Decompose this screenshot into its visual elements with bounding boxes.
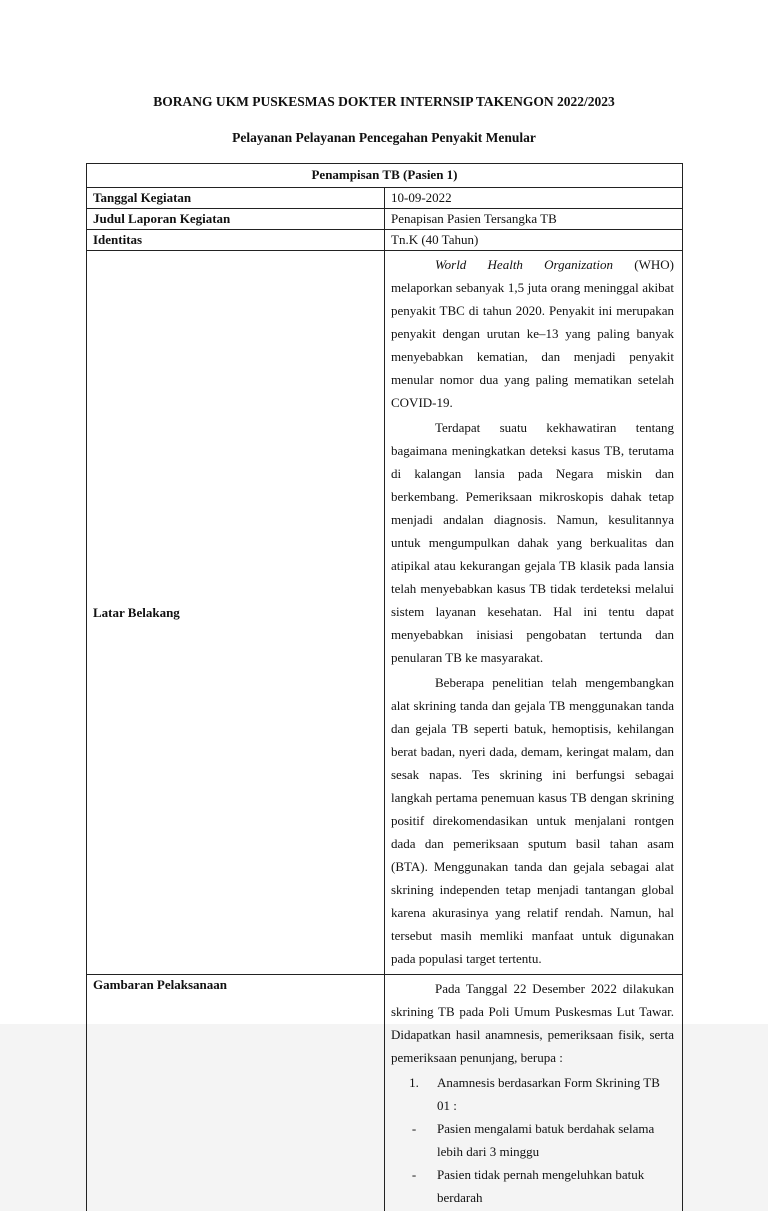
- latar-paragraph-1: [391, 253, 674, 414]
- latar-p1-text: (WHO) melaporkan sebanyak 1,5 juta orang meninggal akibat penyakit TBC di tahun 2020. Penyakit ini merupakan penyakit dengan urutan ke–13 yang paling banyak menyebabkan kematian, dan menjadi penyakit menular nomor dua yang paling mematikan setelah COVID-19.: [391, 257, 674, 410]
- list-marker: 1.: [391, 1071, 437, 1117]
- latar-paragraph-3: Beberapa penelitian telah mengembangkan alat skrining tanda dan gejala TB menggunakan tanda dan gejala TB seperti batuk, hemoptisis, kehilangan berat badan, nyeri dada, demam, keringat malam, dan sesak napas. Tes skrining ini berfungsi sebagai langkah pertama penemuan kasus TB dengan skrining positif direkomendasikan untuk menjalani rontgen dada dan pemeriksaan sputum basil tahan asam (BTA). Menggunakan tanda dan gejala sebagai alat skrining independen tetap menjadi tantangan global karena akurasinya yang relatif rendah. Namun, hal tersebut masih memliki manfaat untuk digunakan pada populasi target tertentu.: [391, 671, 674, 970]
- latar-paragraph-2: Terdapat suatu kekhawatiran tentang bagaimana meningkatkan deteksi kasus TB, terutama di kalangan lansia pada Negara miskin dan berkembang. Pemeriksaan mikroskopis dahak tetap menjadi andalan diagnosis. Namun, kesulitannya untuk mengumpulkan dahak yang berkualitas dan atipikal atau kekurangan gejala TB klasik pada lansia telah menyebabkan kasus TB tidak terdeteksi melalui sistem layanan kesehatan. Hal ini tentu dapat menyebabkan inisiasi pengobatan tertunda dan penularan TB ke masyarakat.: [391, 416, 674, 669]
- row-label-judul: Judul Laporan Kegiatan: [87, 209, 385, 230]
- table-header: Penampisan TB (Pasien 1): [87, 164, 683, 188]
- row-value-identitas: Tn.K (40 Tahun): [385, 230, 683, 251]
- document-subtitle: Pelayanan Pelayanan Pencegahan Penyakit Menular: [0, 130, 768, 146]
- list-item-text: Pasien tidak pernah mengeluhkan batuk berdarah: [437, 1163, 674, 1209]
- list-item: [391, 1071, 674, 1117]
- row-label-gambaran: Gambaran Pelaksanaan: [87, 975, 385, 1211]
- list-marker: -: [391, 1117, 437, 1163]
- table-row: [87, 230, 683, 251]
- row-value-tanggal: 10-09-2022: [385, 188, 683, 209]
- row-value-judul: Penapisan Pasien Tersangka TB: [385, 209, 683, 230]
- table-row: [87, 209, 683, 230]
- row-label-identitas: Identitas: [87, 230, 385, 251]
- who-italic: World Health Organization: [435, 257, 613, 272]
- gambaran-intro: Pada Tanggal 22 Desember 2022 dilakukan skrining TB pada Poli Umum Puskesmas Lut Tawar. Didapatkan hasil anamnesis, pemeriksaan fisik, serta pemeriksaan penunjang, berupa :: [391, 977, 674, 1069]
- table-row-gambaran: [87, 975, 683, 1211]
- row-value-gambaran: [385, 975, 683, 1211]
- table-row-latar: [87, 251, 683, 975]
- row-value-latar: [385, 251, 683, 975]
- list-item: [391, 1163, 674, 1209]
- table-row: [87, 188, 683, 209]
- document-title: BORANG UKM PUSKESMAS DOKTER INTERNSIP TAKENGON 2022/2023: [0, 94, 768, 110]
- list-marker: -: [391, 1163, 437, 1209]
- activity-form-table: [86, 163, 683, 1211]
- row-label-tanggal: Tanggal Kegiatan: [87, 188, 385, 209]
- list-item-text: Pasien mengalami batuk berdahak selama lebih dari 3 minggu: [437, 1117, 674, 1163]
- list-item: [391, 1117, 674, 1163]
- table-header-row: [87, 164, 683, 188]
- list-item-text: Anamnesis berdasarkan Form Skrining TB 01 :: [437, 1071, 674, 1117]
- row-label-latar: Latar Belakang: [87, 251, 385, 975]
